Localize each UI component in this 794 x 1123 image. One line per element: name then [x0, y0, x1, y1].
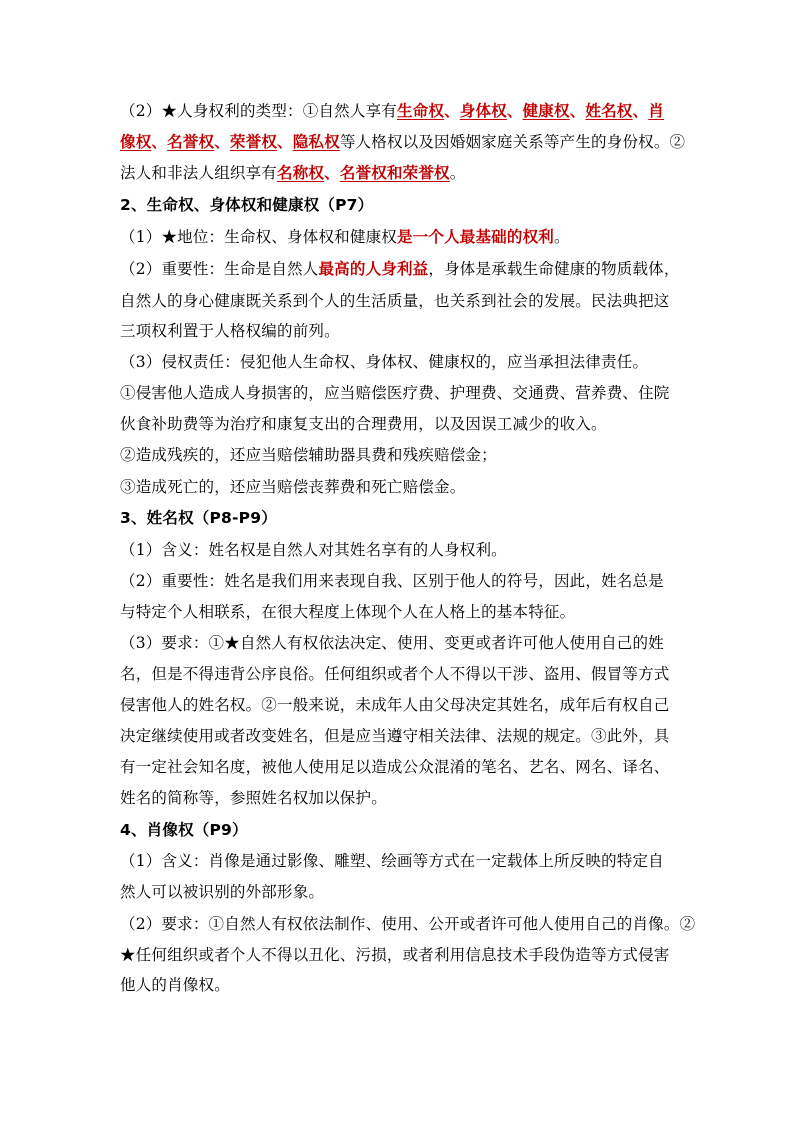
- highlight-org-honor-right: 荣誉权: [402, 164, 450, 182]
- highlight-privacy-right: 隐私权: [292, 133, 340, 151]
- section-2-heading: 2、生命权、身体权和健康权（P7）: [120, 196, 374, 214]
- highlight-highest-interest: 最高的人身利益: [318, 260, 429, 278]
- section-2-status: [120, 222, 570, 252]
- text: ，身体是承载生命健康的物质载体，: [428, 260, 680, 278]
- highlight-most-basic-right: 是一个人最基础的权利: [396, 228, 554, 246]
- highlight-portrait-right-start: 肖: [648, 102, 664, 120]
- section-2-item-2: ②造成残疾的，还应当赔偿辅助器具费和残疾赔偿金；: [120, 446, 497, 464]
- separator: 、: [151, 133, 168, 151]
- rights-types-line-1: [120, 96, 664, 126]
- section-3-requirement-line-2: 名，但是不得违背公序良俗。任何组织或者个人不得以干涉、盗用、假冒等方式: [120, 665, 670, 683]
- section-2-item-1-line-2: 伙食补助费等为治疗和康复支出的合理费用，以及因误工减少的收入。: [120, 415, 607, 433]
- highlight-name-right: 姓名权: [585, 102, 633, 120]
- conjunction: 和: [386, 164, 403, 182]
- section-2-item-3: ③造成死亡的，还应当赔偿丧葬费和死亡赔偿金。: [120, 478, 466, 496]
- section-3-requirement-line-6: 姓名的简称等，参照姓名权加以保护。: [120, 789, 387, 807]
- section-4-requirement-line-2: ★任何组织或者个人不得以丑化、污损，或者利用信息技术手段伪造等方式侵害: [120, 946, 670, 964]
- separator: 、: [632, 102, 649, 120]
- highlight-life-right: 生命权: [396, 102, 445, 120]
- text: 。: [449, 164, 466, 182]
- section-2-importance-line-2: 自然人的身心健康既关系到个人的生活质量，也关系到社会的发展。民法典把这: [120, 292, 670, 310]
- highlight-portrait-right-end: 像权: [120, 133, 152, 151]
- section-4-meaning-line-2: 然人可以被识别的外部形象。: [120, 883, 325, 901]
- section-4-meaning-line-1: （1）含义：肖像是通过影像、雕塑、绘画等方式在一定载体上所反映的特定自: [120, 852, 664, 870]
- section-3-requirement-line-3: 侵害他人的姓名权。②一般来说，未成年人由父母决定其姓名，成年后有权自己: [120, 696, 670, 714]
- section-3-heading: 3、姓名权（P8-P9）: [120, 509, 277, 527]
- section-4-requirement-line-3: 他人的肖像权。: [120, 976, 230, 994]
- text: 等人格权以及因婚姻家庭关系等产生的身份权。②: [339, 133, 686, 151]
- text: （2）★人身权利的类型：①自然人享有: [120, 102, 397, 120]
- highlight-title-right: 名称权: [277, 164, 325, 182]
- section-4-heading: 4、肖像权（P9）: [120, 821, 248, 839]
- separator: 、: [444, 102, 460, 120]
- separator: 、: [569, 102, 586, 120]
- section-2-liability: （3）侵权责任：侵犯他人生命权、身体权、健康权的，应当承担法律责任。: [120, 353, 649, 371]
- section-3-requirement-line-1: （3）要求：①★自然人有权依法决定、使用、变更或者许可他人使用自己的姓: [120, 634, 664, 652]
- section-3-importance-line-1: （2）重要性：姓名是我们用来表现自我、区别于他人的符号，因此，姓名总是: [120, 572, 664, 590]
- section-3-requirement-line-4: 决定继续使用或者改变姓名，但是应当遵守相关法律、法规的规定。③此外，具: [120, 727, 670, 745]
- text: 。: [553, 228, 570, 246]
- section-2-item-1-line-1: ①侵害他人造成人身损害的，应当赔偿医疗费、护理费、交通费、营养费、住院: [120, 384, 670, 402]
- highlight-honor-right: 荣誉权: [229, 133, 278, 151]
- highlight-body-right: 身体权: [459, 102, 507, 120]
- section-2-importance-line-1: [120, 254, 680, 284]
- text: （2）重要性：生命是自然人: [120, 260, 319, 278]
- section-2-importance-line-3: 三项权利置于人格权编的前列。: [120, 322, 340, 340]
- highlight-org-reputation-right: 名誉权: [339, 164, 387, 182]
- text: （1）★地位：生命权、身体权和健康权: [120, 228, 397, 246]
- highlight-health-right: 健康权: [522, 102, 570, 120]
- separator: 、: [506, 102, 523, 120]
- section-4-requirement-line-1: （2）要求：①自然人有权依法制作、使用、公开或者许可他人使用自己的肖像。②: [120, 915, 696, 933]
- text: 法人和非法人组织享有: [120, 164, 278, 182]
- highlight-reputation-right: 名誉权: [167, 133, 215, 151]
- rights-types-line-3: [120, 158, 465, 188]
- separator: 、: [324, 164, 340, 182]
- section-3-requirement-line-5: 有一定社会知名度，被他人使用足以造成公众混淆的笔名、艺名、网名、译名、: [120, 758, 670, 776]
- rights-types-line-2: [120, 127, 685, 157]
- separator: 、: [277, 133, 293, 151]
- section-3-meaning: （1）含义：姓名权是自然人对其姓名享有的人身权利。: [120, 541, 507, 559]
- separator: 、: [214, 133, 230, 151]
- section-3-importance-line-2: 与特定个人相联系，在很大程度上体现个人在人格上的基本特征。: [120, 603, 576, 621]
